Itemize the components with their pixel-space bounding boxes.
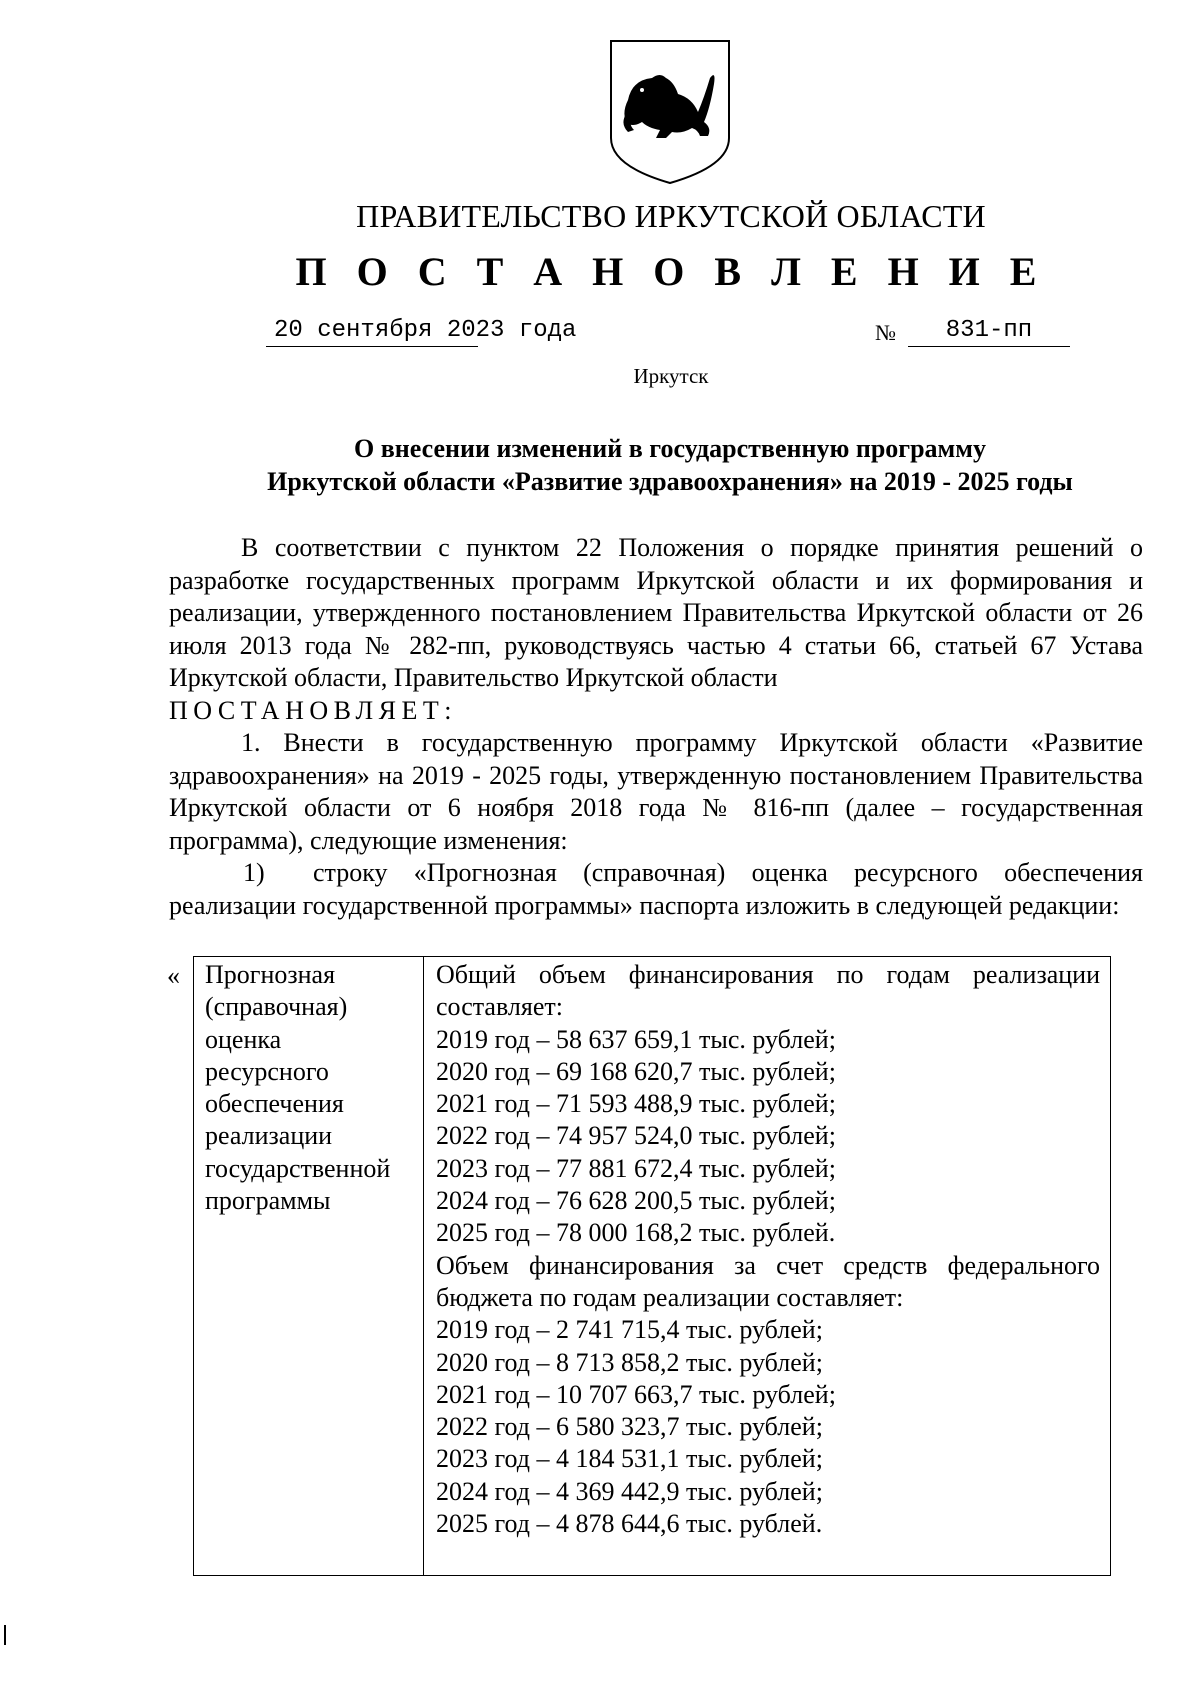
document-type-title: П О С Т А Н О В Л Е Н И Е	[295, 249, 1047, 294]
total-financing-line: 2020 год – 69 168 620,7 тыс. рублей;	[436, 1056, 836, 1086]
federal-financing-line: 2020 год – 8 713 858,2 тыс. рублей;	[436, 1347, 823, 1377]
resolves-heading: ПОСТАНОВЛЯЕТ:	[169, 695, 457, 725]
decree-date: 20 сентября 2023 года	[266, 316, 478, 347]
label-line: Прогнозная	[205, 960, 336, 989]
label-line: программы	[205, 1186, 331, 1216]
total-financing-line: 2025 год – 78 000 168,2 тыс. рублей.	[436, 1218, 836, 1248]
preamble-paragraph: В соответствии с пунктом 22 Положения о порядке принятия решений о разработке государственных программ Иркутской области и их формирования и реализации, утвержденного постановлением Правительства Иркутской области от 26 июля 2013 года № 282-пп, руководствуясь частью 4 статьи 66, статьей 67 Устава Иркутской области, Правительство Иркутской области	[169, 533, 1143, 692]
decree-subject	[170, 432, 1170, 498]
federal-financing-line: 2021 год – 10 707 663,7 тыс. рублей;	[436, 1379, 836, 1409]
label-line: ресурсного	[205, 1056, 329, 1086]
federal-financing-line: 2022 год – 6 580 323,7 тыс. рублей;	[436, 1412, 823, 1442]
table-row-value	[424, 957, 1110, 1575]
label-line: оценка	[205, 1024, 282, 1054]
label-line: обеспечения	[205, 1089, 344, 1119]
city-name: Иркутск	[633, 364, 709, 388]
total-financing-line: 2021 год – 71 593 488,9 тыс. рублей;	[436, 1089, 836, 1119]
opening-quote: «	[167, 961, 180, 990]
total-financing-line: 2022 год – 74 957 524,0 тыс. рублей;	[436, 1121, 836, 1151]
government-title: ПРАВИТЕЛЬСТВО ИРКУТСКОЙ ОБЛАСТИ	[356, 198, 986, 234]
subitem-text: строку «Прогнозная (справочная) оценка ресурсного обеспечения реализации государственной программы» паспорта изложить в следующей редакции:	[169, 858, 1143, 920]
total-financing-line: 2024 год – 76 628 200,5 тыс. рублей;	[436, 1186, 836, 1216]
federal-financing-heading: Объем финансирования за счет средств федерального бюджета по годам реализации составляет:	[436, 1250, 1100, 1312]
label-line: реализации	[205, 1121, 333, 1151]
total-financing-heading: Общий объем финансирования по годам реализации составляет:	[436, 960, 1100, 1022]
federal-financing-line: 2023 год – 4 184 531,1 тыс. рублей;	[436, 1444, 823, 1474]
total-financing-line: 2019 год – 58 637 659,1 тыс. рублей;	[436, 1024, 836, 1054]
subitem-1-paragraph	[169, 857, 1143, 922]
subject-line-2: Иркутской области «Развитие здравоохранения» на 2019 - 2025 годы	[267, 467, 1073, 496]
table-row-label	[194, 957, 424, 1575]
subject-line-1: О внесении изменений в государственную программу	[354, 434, 986, 463]
label-line: государственной	[205, 1153, 391, 1183]
federal-financing-line: 2025 год – 4 878 644,6 тыс. рублей.	[436, 1509, 823, 1539]
total-financing-line: 2023 год – 77 881 672,4 тыс. рублей;	[436, 1153, 836, 1183]
financing-table	[193, 956, 1111, 1576]
label-line: (справочная)	[205, 992, 348, 1022]
decree-number: 831-пп	[908, 316, 1070, 347]
item-1-paragraph: 1. Внести в государственную программу Иркутской области «Развитие здравоохранения» на 2019 - 2025 годы, утвержденную постановлением Правительства Иркутской области от 6 ноября 2018 года № 816-пп (далее – государственная программа), следующие изменения:	[169, 728, 1143, 855]
federal-financing-line: 2019 год – 2 741 715,4 тыс. рублей;	[436, 1315, 823, 1345]
federal-financing-line: 2024 год – 4 369 442,9 тыс. рублей;	[436, 1476, 823, 1506]
number-sign: №	[875, 320, 896, 345]
decree-body	[169, 532, 1143, 922]
coat-of-arms-icon	[608, 38, 732, 186]
subitem-number: 1)	[243, 858, 265, 887]
scan-margin-mark	[4, 1625, 6, 1645]
